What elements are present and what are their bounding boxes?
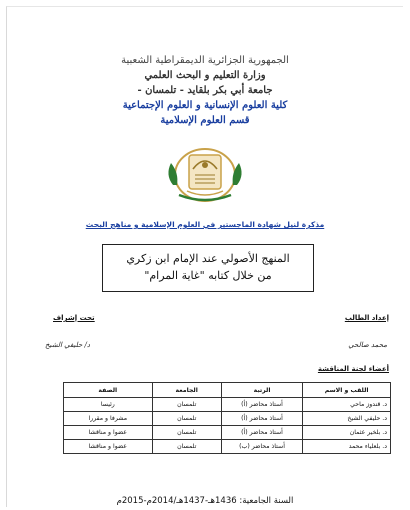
member-role: رئيسا bbox=[64, 398, 153, 412]
member-name: د. بلعلياء محمد bbox=[303, 440, 391, 454]
supervisor-name: د/ حليفي الشيخ bbox=[45, 341, 91, 349]
document-page bbox=[6, 6, 403, 507]
header-rank: الرتبة bbox=[221, 383, 302, 398]
university-line: جامعة أبي بكر بلقايد - تلمسان - bbox=[137, 85, 273, 96]
committee-table bbox=[63, 382, 391, 454]
member-name: د. بلخير عثمان bbox=[303, 426, 391, 440]
table-row bbox=[64, 440, 391, 454]
institution-header bbox=[7, 53, 403, 128]
member-role: مشرفا و مقررا bbox=[64, 412, 153, 426]
table-row bbox=[64, 426, 391, 440]
table-row bbox=[64, 412, 391, 426]
header-role: الصفة bbox=[64, 383, 153, 398]
student-name: محمد صالحي bbox=[348, 341, 387, 349]
member-name: د. حليفي الشيخ bbox=[303, 412, 391, 426]
table-row bbox=[64, 398, 391, 412]
member-university: تلمسان bbox=[152, 398, 221, 412]
university-logo bbox=[165, 145, 245, 205]
member-university: تلمسان bbox=[152, 440, 221, 454]
member-rank: أستاذ محاضر (ب) bbox=[221, 440, 302, 454]
member-role: عضوا و مناقشا bbox=[64, 440, 153, 454]
thesis-title-box bbox=[102, 244, 314, 292]
faculty-line: كلية العلوم الإنسانية و العلوم الإجتماعية bbox=[122, 100, 288, 111]
thesis-title-line2: من خلال كتابه "غاية المرام" bbox=[144, 269, 272, 282]
member-university: تلمسان bbox=[152, 412, 221, 426]
member-rank: أستاذ محاضر (أ) bbox=[221, 412, 302, 426]
department-line: قسم العلوم الإسلامية bbox=[160, 115, 250, 126]
header-university: الجامعة bbox=[152, 383, 221, 398]
thesis-title-line1: المنهج الأصولي عند الإمام ابن زكري bbox=[126, 252, 290, 265]
thesis-label: مذكرة لنيل شهادة الماجستير في العلوم الإسلامية و مناهج البحث bbox=[85, 220, 325, 229]
header-name: اللقب و الاسم bbox=[303, 383, 391, 398]
supervisor-label: تحت إشراف bbox=[53, 314, 95, 322]
member-name: د. قندوز ماحي bbox=[303, 398, 391, 412]
member-university: تلمسان bbox=[152, 426, 221, 440]
committee-header-row bbox=[64, 383, 391, 398]
ministry-line: وزارة التعليم و البحث العلمي bbox=[144, 70, 266, 81]
member-role: عضوا و مناقشا bbox=[64, 426, 153, 440]
committee-label: أعضاء لجنة المناقشة bbox=[317, 365, 389, 373]
student-label: إعداد الطالب bbox=[344, 314, 389, 322]
member-rank: أستاذ محاضر (أ) bbox=[221, 426, 302, 440]
member-rank: أستاذ محاضر (أ) bbox=[221, 398, 302, 412]
academic-year: السنة الجامعية: 1436هـ-1437هـ/2014م-2015م bbox=[116, 496, 294, 506]
republic-line: الجمهورية الجزائرية الديمقراطية الشعبية bbox=[121, 55, 289, 66]
